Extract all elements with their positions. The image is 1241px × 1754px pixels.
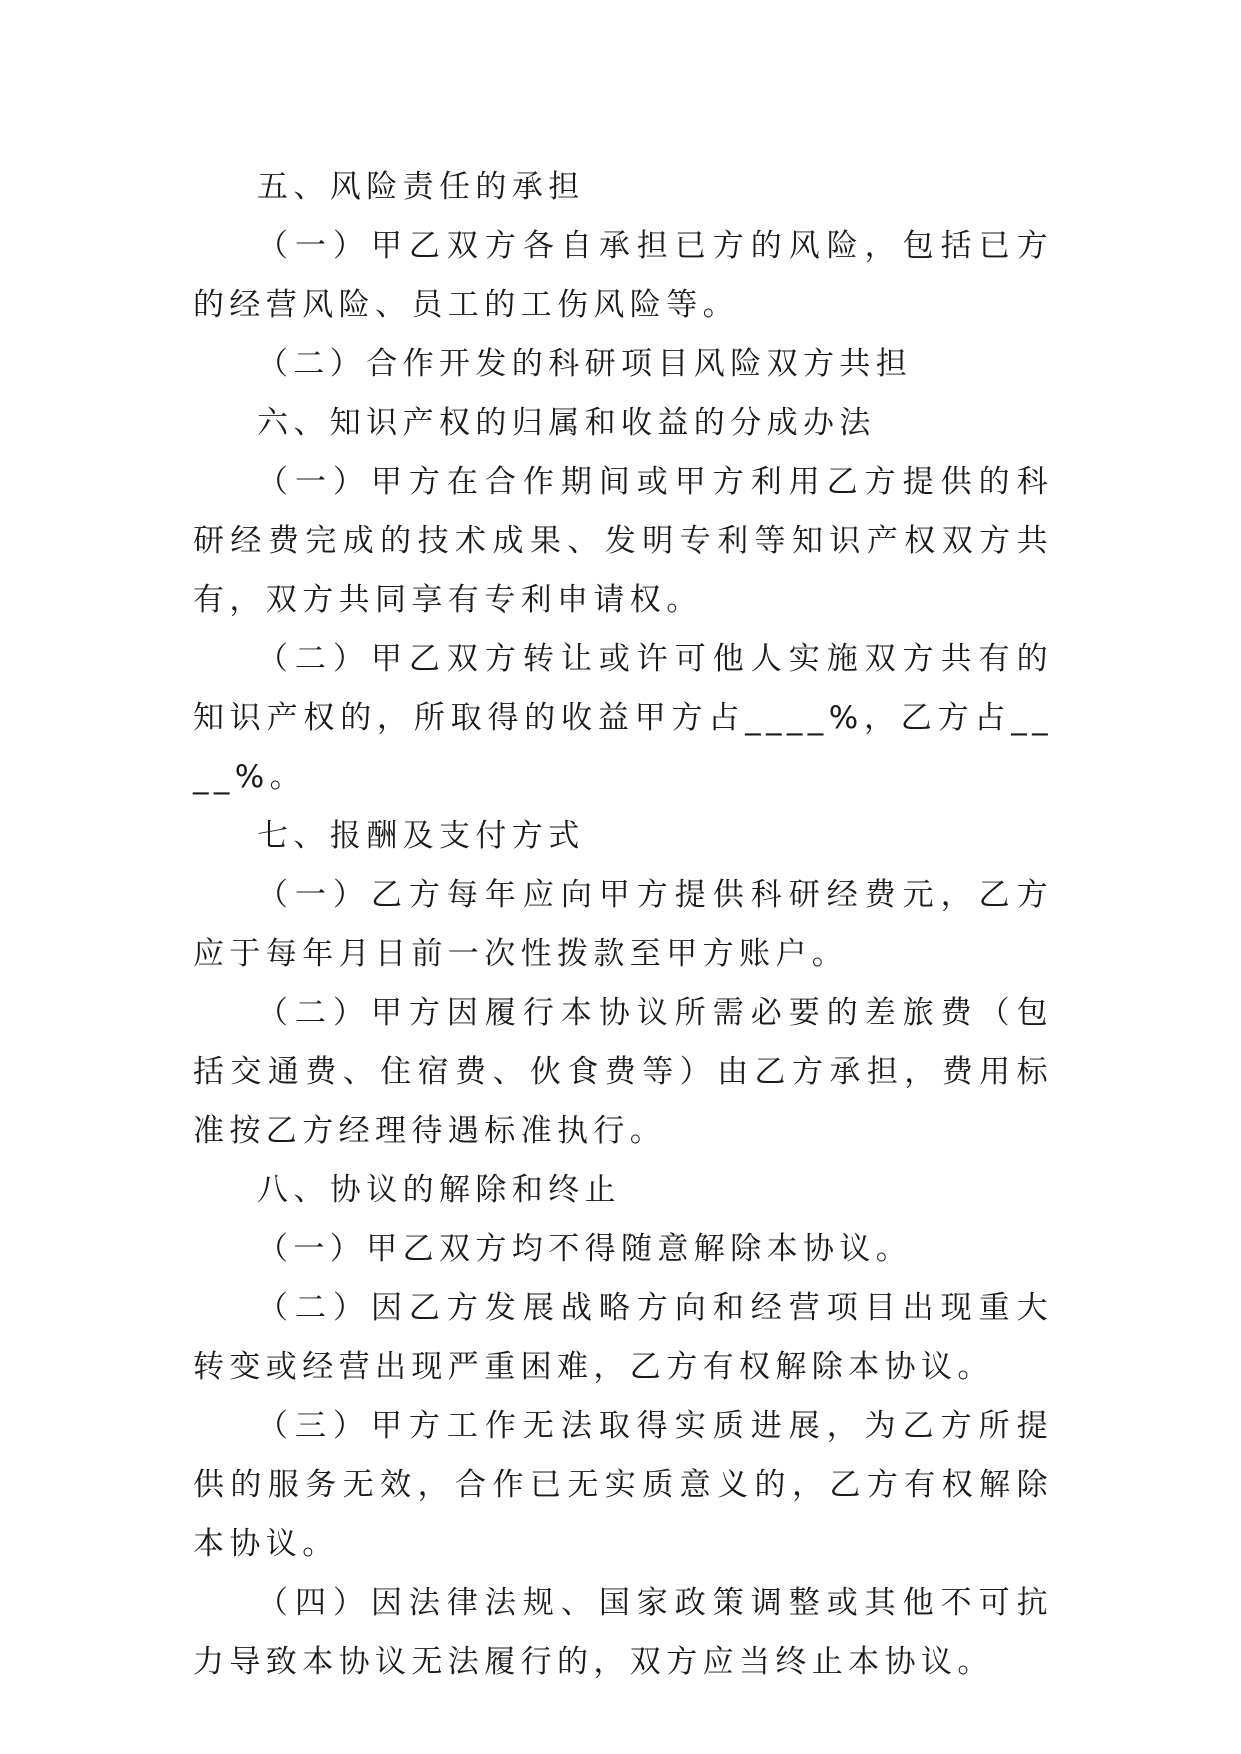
clause-8-2: （二）因乙方发展战略方向和经营项目出现重大转变或经营出现严重困难，乙方有权解除本协议。 [193, 1290, 1053, 1385]
section-heading-8: 八、协议的解除和终止 [257, 1172, 621, 1208]
section-heading-6: 六、知识产权的归属和收益的分成办法 [257, 405, 876, 441]
clause-6-1: （一）甲方在合作期间或甲方利用乙方提供的科研经费完成的技术成果、发明专利等知识产权双方共有，双方共同享有专利申请权。 [193, 464, 1053, 618]
clause-8-3: （三）甲方工作无法取得实质进展，为乙方所提供的服务无效，合作已无实质意义的，乙方有权解除本协议。 [193, 1408, 1053, 1562]
clause-6-2: （二）甲乙双方转让或许可他人实施双方共有的知识产权的，所取得的收益甲方占____%，乙方占____%。 [193, 641, 1053, 795]
section-heading-5: 五、风险责任的承担 [257, 169, 585, 205]
clause-5-2: （二）合作开发的科研项目风险双方共担 [257, 346, 913, 382]
document-page [193, 158, 1053, 1692]
section-heading-7: 七、报酬及支付方式 [257, 818, 585, 854]
clause-8-4: （四）因法律法规、国家政策调整或其他不可抗力导致本协议无法履行的，双方应当终止本协议。 [193, 1585, 1053, 1680]
clause-7-1: （一）乙方每年应向甲方提供科研经费元，乙方应于每年月日前一次性拨款至甲方账户。 [193, 877, 1053, 972]
clause-5-1: （一）甲乙双方各自承担已方的风险，包括已方的经营风险、员工的工伤风险等。 [193, 228, 1053, 323]
clause-8-1: （一）甲乙双方均不得随意解除本协议。 [257, 1231, 913, 1267]
clause-7-2: （二）甲方因履行本协议所需必要的差旅费（包括交通费、住宿费、伙食费等）由乙方承担，费用标准按乙方经理待遇标准执行。 [193, 995, 1053, 1149]
